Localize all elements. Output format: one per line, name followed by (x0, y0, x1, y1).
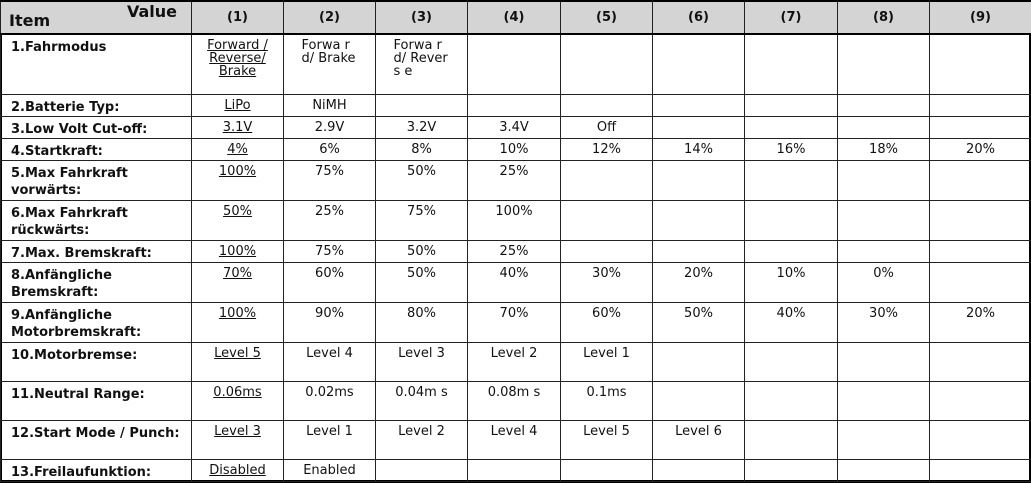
cell-value: 30% (869, 305, 898, 321)
table-cell (561, 342, 653, 381)
table-cell (284, 94, 376, 116)
table-cell (192, 342, 284, 381)
table-cell (838, 342, 930, 381)
table-cell (838, 302, 930, 342)
table-cell (745, 160, 838, 200)
row-label: 7.Max. Bremskraft: (1, 240, 192, 262)
table-cell (745, 116, 838, 138)
table-cell (838, 138, 930, 160)
cell-value: 18% (869, 141, 898, 157)
table-cell (838, 116, 930, 138)
cell-value: 0% (873, 265, 894, 281)
table-cell (561, 420, 653, 459)
table-cell (468, 138, 561, 160)
table-row (1, 302, 1031, 342)
table-cell (561, 262, 653, 302)
table-cell (653, 160, 745, 200)
table-cell (930, 200, 1031, 240)
table-cell (376, 200, 468, 240)
table-cell (376, 342, 468, 381)
cell-value: Forward / Reverse/ Brake (207, 38, 268, 79)
table-cell (930, 302, 1031, 342)
table-cell (468, 94, 561, 116)
table-row (1, 420, 1031, 459)
table-cell (838, 459, 930, 481)
cell-value: 40% (499, 265, 529, 281)
table-cell (284, 381, 376, 420)
row-label: 1.Fahrmodus (1, 34, 192, 94)
table-cell (284, 302, 376, 342)
table-cell (376, 94, 468, 116)
cell-value: 50% (407, 163, 436, 179)
table-cell (561, 459, 653, 481)
cell-value: LiPo (224, 97, 251, 113)
table-cell (376, 459, 468, 481)
cell-value: 2.9V (314, 119, 345, 135)
cell-value: Level 1 (306, 423, 353, 439)
cell-value: 70% (499, 305, 529, 321)
table-cell (468, 459, 561, 481)
table-cell (376, 116, 468, 138)
cell-value: 80% (407, 305, 436, 321)
row-label: 5.Max Fahrkraft vorwärts: (1, 160, 192, 200)
table-cell (745, 94, 838, 116)
table-cell (838, 160, 930, 200)
cell-value: 75% (315, 243, 344, 259)
table-cell (468, 262, 561, 302)
table-cell (653, 302, 745, 342)
table-cell (930, 262, 1031, 302)
table-cell (653, 240, 745, 262)
cell-value: 60% (592, 305, 621, 321)
table-cell (653, 262, 745, 302)
row-label: 12.Start Mode / Punch: (1, 420, 192, 459)
table-cell (192, 420, 284, 459)
cell-value: Forwa rd/ Revers e (393, 38, 448, 79)
table-row (1, 138, 1031, 160)
table-cell (561, 240, 653, 262)
cell-value: 90% (315, 305, 344, 321)
table-row (1, 34, 1031, 94)
table-cell (653, 200, 745, 240)
item-value-header (1, 1, 192, 34)
table-cell (468, 200, 561, 240)
table-cell (192, 262, 284, 302)
table-cell (653, 138, 745, 160)
cell-value: 16% (776, 141, 806, 157)
table-cell (838, 200, 930, 240)
table-row (1, 160, 1031, 200)
cell-value: 3.4V (499, 119, 529, 135)
table-cell (284, 160, 376, 200)
table-cell (745, 34, 838, 94)
table-cell (561, 200, 653, 240)
table-cell (930, 138, 1031, 160)
cell-value: 50% (684, 305, 713, 321)
row-label: 4.Startkraft: (1, 138, 192, 160)
cell-value: Level 1 (583, 345, 630, 361)
table-cell (838, 381, 930, 420)
table-cell (561, 160, 653, 200)
cell-value: 20% (966, 141, 995, 157)
cell-value: 100% (218, 243, 257, 259)
cell-value: 50% (223, 203, 252, 219)
table-cell (376, 420, 468, 459)
table-cell (838, 94, 930, 116)
table-cell (284, 34, 376, 94)
table-cell (192, 381, 284, 420)
cell-value: 10% (776, 265, 806, 281)
table-cell (376, 302, 468, 342)
cell-value: 25% (499, 163, 529, 179)
table-cell (838, 420, 930, 459)
cell-value: Forwa rd/ Brake (301, 38, 356, 66)
column-header-6: (6) (653, 1, 745, 34)
column-header-3: (3) (376, 1, 468, 34)
table-cell (284, 342, 376, 381)
cell-value: 50% (407, 265, 436, 281)
table-cell (745, 381, 838, 420)
column-header-7: (7) (745, 1, 838, 34)
table-cell (561, 116, 653, 138)
column-header-1: (1) (192, 1, 284, 34)
cell-value: 0.1ms (586, 384, 627, 400)
table-row (1, 200, 1031, 240)
cell-value: 25% (499, 243, 529, 259)
table-cell (653, 94, 745, 116)
table-cell (192, 116, 284, 138)
cell-value: 20% (966, 305, 995, 321)
cell-value: 60% (315, 265, 344, 281)
row-label: 9.Anfängliche Motorbremskraft: (1, 302, 192, 342)
cell-value: 12% (592, 141, 621, 157)
cell-value: 75% (407, 203, 436, 219)
table-cell (745, 302, 838, 342)
table-cell (653, 459, 745, 481)
table-cell (192, 200, 284, 240)
cell-value: 14% (684, 141, 713, 157)
table-cell (192, 302, 284, 342)
cell-value: 6% (319, 141, 340, 157)
table-cell (468, 240, 561, 262)
column-header-8: (8) (838, 1, 930, 34)
cell-value: NiMH (312, 97, 347, 113)
table-cell (930, 116, 1031, 138)
cell-value: 0.08m s (487, 384, 541, 400)
table-cell (653, 342, 745, 381)
cell-value: 100% (495, 203, 533, 219)
table-cell (745, 459, 838, 481)
table-row (1, 94, 1031, 116)
table-cell (561, 302, 653, 342)
row-label: 6.Max Fahrkraft rückwärts: (1, 200, 192, 240)
column-header-9: (9) (930, 1, 1031, 34)
table-cell (838, 34, 930, 94)
table-cell (930, 34, 1031, 94)
column-header-2: (2) (284, 1, 376, 34)
table-cell (376, 138, 468, 160)
table-cell (376, 34, 468, 94)
cell-value: Level 5 (214, 345, 261, 361)
table-cell (745, 240, 838, 262)
table-cell (745, 138, 838, 160)
table-row (1, 262, 1031, 302)
table-cell (930, 459, 1031, 481)
cell-value: Level 5 (583, 423, 630, 439)
cell-value: 4% (227, 141, 248, 157)
cell-value: Level 2 (398, 423, 445, 439)
table-cell (745, 262, 838, 302)
table-cell (284, 420, 376, 459)
table-cell (376, 381, 468, 420)
table-cell (561, 138, 653, 160)
row-label: 10.Motorbremse: (1, 342, 192, 381)
value-header-label: Value (127, 2, 178, 21)
table-cell (376, 240, 468, 262)
cell-value: 25% (315, 203, 344, 219)
cell-value: 3.2V (406, 119, 437, 135)
cell-value: 0.04m s (395, 384, 448, 400)
cell-value: 40% (776, 305, 806, 321)
table-cell (468, 34, 561, 94)
table-row (1, 240, 1031, 262)
cell-value: 8% (411, 141, 432, 157)
header-row (1, 1, 1031, 34)
row-label: 2.Batterie Typ: (1, 94, 192, 116)
cell-value: 70% (223, 265, 252, 281)
row-label: 11.Neutral Range: (1, 381, 192, 420)
cell-value: 30% (592, 265, 621, 281)
table-cell (468, 342, 561, 381)
cell-value: Enabled (303, 462, 356, 478)
cell-value: 75% (315, 163, 344, 179)
table-cell (284, 200, 376, 240)
cell-value: 10% (499, 141, 529, 157)
table-cell (930, 342, 1031, 381)
table-cell (838, 240, 930, 262)
table-cell (192, 160, 284, 200)
cell-value: Level 4 (490, 423, 538, 439)
table-cell (930, 94, 1031, 116)
cell-value: 0.02ms (305, 384, 354, 400)
table-cell (561, 381, 653, 420)
table-cell (561, 94, 653, 116)
cell-value: Level 3 (398, 345, 445, 361)
table-cell (284, 240, 376, 262)
table-cell (930, 420, 1031, 459)
table-cell (930, 381, 1031, 420)
table-cell (930, 160, 1031, 200)
table-cell (468, 160, 561, 200)
table-body (1, 34, 1031, 481)
cell-value: 0.06ms (213, 384, 262, 400)
item-header-label: Item (9, 11, 51, 30)
table-row (1, 342, 1031, 381)
cell-value: 50% (407, 243, 436, 259)
column-header-5: (5) (561, 1, 653, 34)
table-cell (745, 420, 838, 459)
table-cell (192, 138, 284, 160)
table-cell (653, 116, 745, 138)
table-row (1, 381, 1031, 420)
table-row (1, 459, 1031, 481)
table-cell (561, 34, 653, 94)
cell-value: Level 2 (490, 345, 538, 361)
table-cell (468, 420, 561, 459)
table-cell (930, 240, 1031, 262)
table-cell (284, 262, 376, 302)
table-cell (376, 262, 468, 302)
table-cell (284, 138, 376, 160)
table-cell (284, 116, 376, 138)
row-label: 3.Low Volt Cut-off: (1, 116, 192, 138)
table-cell (653, 381, 745, 420)
cell-value: Level 3 (214, 423, 261, 439)
table-cell (838, 262, 930, 302)
table-cell (653, 420, 745, 459)
table-cell (653, 34, 745, 94)
table-cell (468, 302, 561, 342)
cell-value: Level 4 (306, 345, 353, 361)
table-cell (468, 116, 561, 138)
table-cell (192, 94, 284, 116)
table-cell (284, 459, 376, 481)
row-label: 13.Freilaufunktion: (1, 459, 192, 481)
cell-value: 20% (684, 265, 713, 281)
table-cell (468, 381, 561, 420)
cell-value: Disabled (209, 462, 266, 478)
table-row (1, 116, 1031, 138)
cell-value: 100% (218, 163, 257, 179)
table-cell (745, 200, 838, 240)
table-cell (192, 34, 284, 94)
table-cell (745, 342, 838, 381)
cell-value: Level 6 (675, 423, 722, 439)
row-label: 8.Anfängliche Bremskraft: (1, 262, 192, 302)
table-cell (192, 459, 284, 481)
column-header-4: (4) (468, 1, 561, 34)
cell-value: 3.1V (222, 119, 253, 135)
table-cell (192, 240, 284, 262)
cell-value: Off (596, 119, 617, 135)
table-cell (376, 160, 468, 200)
cell-value: 100% (218, 305, 257, 321)
